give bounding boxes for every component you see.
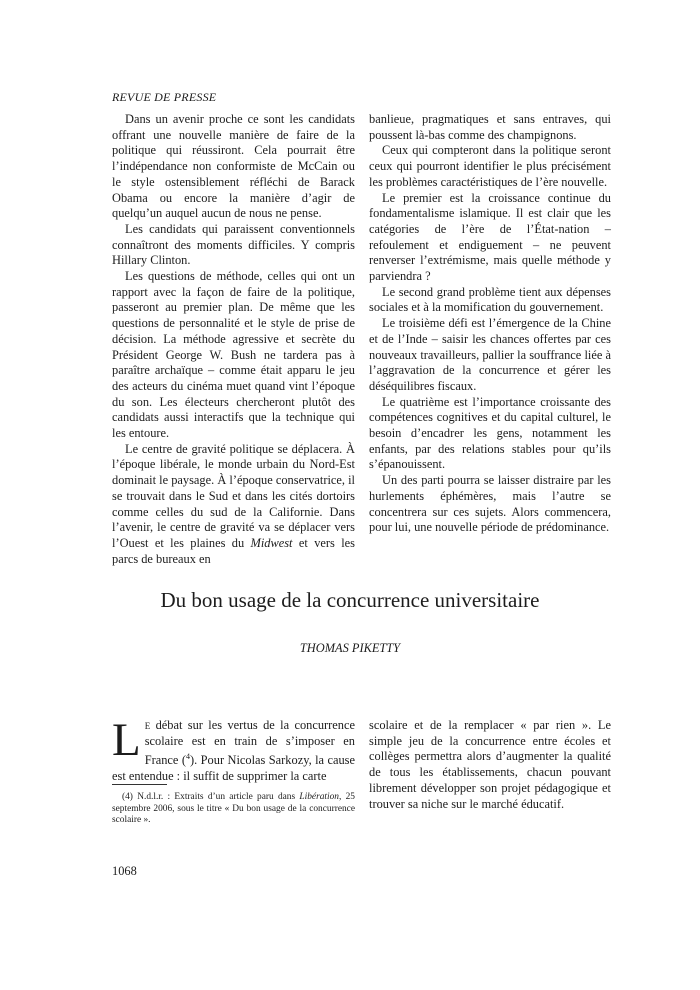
paragraph: Le quatrième est l’importance croissante des compétences cognitives et du capital culturel, le besoin d’encadrer les gens, notamment les enfants, par des relations stables pour qu’ils s’épanouissent. bbox=[369, 394, 611, 472]
paragraph: Les candidats qui paraissent conventionnels connaîtront des moments difficiles. Y compris Hillary Clinton. bbox=[112, 221, 355, 268]
footnote-source: Libération bbox=[299, 792, 339, 802]
drop-cap: L bbox=[112, 714, 141, 766]
italic-term: Midwest bbox=[250, 535, 293, 550]
paragraph-with-italic bbox=[112, 442, 355, 568]
page-number: 1068 bbox=[112, 864, 137, 878]
footnote-prefix: (4) N.d.l.r. : Extraits d’un article paru dans bbox=[122, 792, 300, 802]
paragraph: Ceux qui compteront dans la politique seront ceux qui pourront identifier le plus précisément les problèmes caractéristiques de l’ère nouvelle. bbox=[369, 143, 611, 189]
paragraph: Dans un avenir proche ce sont les candidats offrant une nouvelle manière de faire de la politique qui réussiront. Cela pourrait être l’indépendance non conformiste de McCain ou le style ostensiblement réfléchi de Barack Obama ou encore la manière d’agir de quelqu’un auquel aucun de nous ne pense. bbox=[112, 112, 355, 221]
article-title: Du bon usage de la concurrence universitaire bbox=[160, 588, 540, 612]
footnote-separator bbox=[112, 784, 167, 785]
footnote-reference: 4 bbox=[186, 752, 190, 762]
lead-text: débat sur les vertus de la concurrence scolaire est en train de s’imposer en France ( bbox=[144, 718, 355, 768]
article-left-column bbox=[112, 714, 356, 785]
top-left-column bbox=[112, 112, 355, 567]
top-right-column bbox=[369, 112, 611, 536]
paragraph: Le second grand problème tient aux dépenses sociales et à la momification du gouvernement. bbox=[369, 284, 611, 315]
paragraph: Le troisième défi est l’émergence de la Chine et de l’Inde – saisir les chances offertes par ces nouveaux travailleurs, pallier la souffrance liée à l’aggravation de la concurrence et gérer les déséquilibres fiscaux. bbox=[369, 316, 611, 393]
lead-text-continued: ). Pour Nicolas Sarkozy, la cause est entendue : il suffit de supprimer la carte bbox=[112, 753, 356, 784]
drop-cap-rest: e bbox=[144, 718, 151, 732]
footnote-suffix: , 25 septembre 2006, sous le titre « Du bon usage de la concurrence scolaire ». bbox=[112, 792, 355, 825]
footnote bbox=[112, 792, 355, 827]
article-lead-paragraph bbox=[112, 714, 356, 785]
article-author: THOMAS PIKETTY bbox=[299, 641, 401, 655]
paragraph: Les questions de méthode, celles qui ont un rapport avec la façon de faire de la politique, passeront au premier plan. De même que les questions de personnalité et le style de prise de décision. La méthode agressive et secrète du Président George W. Bush ne tardera pas à paraître archaïque – comme était apparu le jeu des acteurs du cinéma muet quand vint l’époque du son. Les électeurs chercheront plutôt des candidats aussi interactifs que la technique qui les entoure. bbox=[112, 269, 355, 441]
running-head: REVUE DE PRESSE bbox=[112, 90, 217, 104]
paragraph-continued: scolaire et de la remplacer « par rien ». Le simple jeu de la concurrence entre écoles et collèges permettra alors d’augmenter la qualité de tous les établissements, chacun pouvant librement développer son projet pédagogique et trouver sa niche sur le marché éducatif. bbox=[369, 718, 611, 811]
paragraph: Le premier est la croissance continue du fondamentalisme islamique. Il est clair que les catégories de l’ère de l’État-nation – refoulement et endiguement – ne peuvent renverser l’extrémisme, mais quelle méthode y parviendra ? bbox=[369, 190, 611, 284]
paragraph-text: Le centre de gravité politique se déplacera. À l’époque libérale, le monde urbain du Nord-Est dominait le paysage. À l’époque conservatrice, il se trouvait dans le Sud et dans les cités dortoirs comme celles du sud de la Californie. Dans l’avenir, le centre de gravité va se déplacer vers l’Ouest et les plaines du bbox=[112, 441, 355, 550]
paragraph-tail: et vers les parcs de bureaux en bbox=[112, 535, 355, 566]
paragraph: Un des parti pourra se laisser distraire par les hurlements éphémères, mais l’autre se concentrera sur ces sujets. Alors commencera, pour lui, une nouvelle période de prédominance. bbox=[369, 473, 611, 535]
paragraph-continued: banlieue, pragmatiques et sans entraves, qui poussent là-bas comme des champignons. bbox=[369, 112, 611, 142]
article-right-column bbox=[369, 718, 611, 812]
